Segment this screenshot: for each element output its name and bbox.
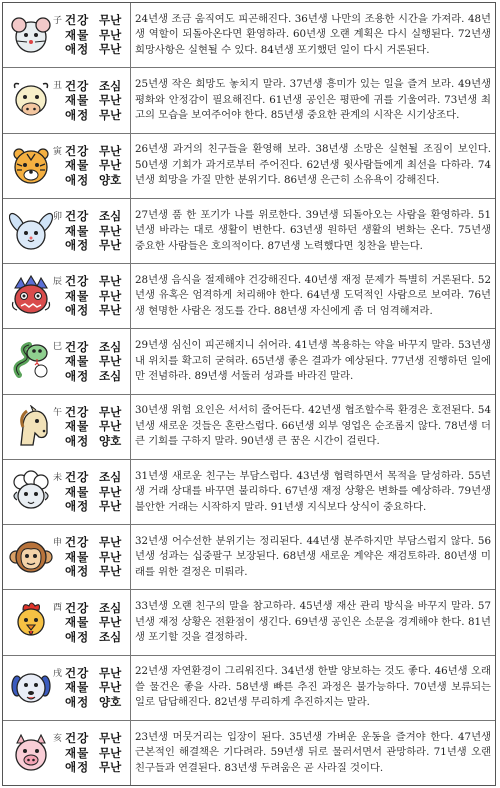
money-label: 재물 — [65, 93, 90, 108]
zodiac-hanja: 未 — [53, 472, 63, 483]
money-value: 무난 — [99, 223, 122, 238]
fortune-text-content: 22년생 자연환경이 그리워진다. 34년생 한발 양보하는 것도 좋다. 46년생 오래 쓸 물건은 좋을 사라. 58년생 빠른 추진 과정은 불가능하다. 70년생 보류되는 일로 답답해진다. 82년생 무리하게 추진하지는 말라. — [135, 665, 491, 709]
money-label: 재물 — [65, 745, 90, 760]
snake-icon — [9, 339, 53, 383]
money-value: 무난 — [99, 615, 122, 630]
health-value: 조심 — [99, 339, 122, 354]
fortune-ratings — [65, 405, 125, 449]
fortune-row-rabbit — [3, 199, 495, 264]
love-label: 애정 — [65, 760, 90, 775]
health-value: 무난 — [99, 731, 122, 746]
fortune-text — [131, 656, 495, 720]
love-value: 무난 — [99, 303, 122, 318]
rat-icon — [9, 13, 53, 57]
health-label: 건강 — [65, 535, 90, 550]
fortune-text — [131, 590, 495, 654]
fortune-row-monkey — [3, 525, 495, 590]
money-label: 재물 — [65, 27, 90, 42]
money-label: 재물 — [65, 158, 90, 173]
health-label: 건강 — [65, 404, 90, 419]
fortune-text-content: 26년생 과거의 친구들을 환영해 보라. 38년생 소망은 실현될 조짐이 보인다. 50년생 기회가 과거로부터 주어진다. 62년생 윗사람들에게 최선을 다하라. 74년생 희망을 가질 만한 분위기다. 86년생 은근히 소유욕이 강해진다. — [135, 143, 491, 187]
zodiac-cell — [3, 199, 131, 263]
money-value: 무난 — [99, 419, 122, 434]
love-label: 애정 — [65, 368, 90, 383]
health-label: 건강 — [65, 470, 90, 485]
money-value: 무난 — [99, 288, 122, 303]
fortune-text — [131, 68, 495, 132]
love-value: 무난 — [99, 760, 122, 775]
fortune-text-content: 33년생 오랜 친구의 말을 참고하라. 45년생 재산 관리 방식을 바꾸지 말라. 57년생 재정 상황은 전환점이 생긴다. 69년생 공인은 소문을 경계해야 한다. 81년생 포기할 것을 결정하라. — [135, 600, 491, 644]
zodiac-hanja: 申 — [53, 538, 63, 548]
love-label: 애정 — [65, 238, 90, 253]
fortune-ratings — [65, 470, 125, 514]
money-label: 재물 — [65, 615, 90, 630]
zodiac-hanja: 午 — [53, 407, 63, 418]
zodiac-cell — [3, 656, 131, 720]
fortune-text — [131, 721, 495, 785]
money-value: 무난 — [99, 27, 122, 42]
zodiac-cell — [3, 68, 131, 132]
money-value: 무난 — [99, 93, 122, 108]
health-label: 건강 — [65, 143, 90, 158]
fortune-text — [131, 329, 495, 393]
fortune-ratings — [65, 79, 125, 123]
health-label: 건강 — [65, 209, 90, 224]
fortune-row-rat — [3, 3, 495, 68]
zodiac-hanja: 戌 — [53, 668, 63, 679]
fortune-text-content: 31년생 새로운 친구는 부담스럽다. 43년생 협력하면서 목적을 달성하라. 55년생 거래 상대를 바꾸면 불리하다. 67년생 재정 상황은 변화를 예상하라. 79년생 불안한 거래는 시작하지 말라. 91년생 지식보다 상식이 중요하다. — [135, 469, 491, 513]
zodiac-cell — [3, 329, 131, 393]
zodiac-hanja: 亥 — [53, 733, 63, 744]
love-value: 조심 — [99, 629, 122, 644]
ox-icon — [9, 78, 53, 122]
fortune-text-content: 28년생 음식을 절제해야 건강해진다. 40년생 재정 문제가 특별히 거론된다. 52년생 유혹은 엄격하게 처리해야 한다. 64년생 도덕적인 사람으로 보여라. 76년생 현명한 사람은 정도를 간다. 88년생 자신에게 좀 더 엄격해져라. — [135, 273, 491, 317]
health-value: 무난 — [99, 404, 122, 419]
health-value: 무난 — [99, 535, 122, 550]
monkey-icon — [9, 535, 53, 579]
health-value: 무난 — [99, 13, 122, 28]
health-label: 건강 — [65, 78, 90, 93]
zodiac-hanja: 丑 — [53, 81, 63, 92]
money-label: 재물 — [65, 223, 90, 238]
zodiac-cell — [3, 721, 131, 785]
dog-icon — [9, 666, 53, 710]
love-value: 무난 — [99, 564, 122, 579]
money-label: 재물 — [65, 680, 90, 695]
fortune-text — [131, 134, 495, 198]
fortune-text-content: 23년생 머뭇거리는 입장이 된다. 35년생 가벼운 운동을 즐겨야 한다. 47년생 근본적인 해결책은 기다려라. 59년생 뒤로 물러서면서 관망하라. 71년생 오랜 친구들과 연결된다. 83년생 두려움은 곧 사라질 것이다. — [135, 730, 491, 774]
fortune-row-snake — [3, 329, 495, 394]
fortune-text-content: 30년생 위험 요인은 서서히 줄어든다. 42년생 협조할수록 환경은 호전된다. 54년생 새로운 것들은 혼란스럽다. 66년생 외부 영업은 순조롭지 않다. 78년생 더 큰 기회를 구하지 말라. 90년생 큰 꿈은 시간이 걸린다. — [135, 404, 491, 448]
sheep-icon — [9, 470, 53, 514]
zodiac-hanja: 辰 — [53, 277, 63, 287]
love-value: 무난 — [99, 238, 122, 253]
fortune-text-content: 32년생 어수선한 분위기는 정리된다. 44년생 분주하지만 부담스럽지 않다. 56년생 성과는 십중팔구 보장된다. 68년생 새로운 계약은 재검토하라. 80년생 미래를 위한 결정은 미뤄라. — [135, 534, 491, 578]
fortune-row-horse — [3, 395, 495, 460]
love-value: 무난 — [99, 499, 122, 514]
fortune-row-ox — [3, 68, 495, 133]
fortune-text-content: 29년생 심신이 피곤해지니 쉬어라. 41년생 복용하는 약을 바꾸지 말라. 53년생 내 위치를 확고히 굳혀라. 65년생 좋은 결과가 예상된다. 77년생 진행하던 일에만 전념하라. 89년생 서둘러 성과를 바라진 말라. — [135, 339, 491, 383]
health-value: 무난 — [99, 143, 122, 158]
fortune-text — [131, 199, 495, 263]
love-value: 무난 — [99, 42, 122, 57]
health-value: 조심 — [99, 470, 122, 485]
fortune-ratings — [65, 601, 125, 645]
love-label: 애정 — [65, 499, 90, 514]
fortune-row-rooster — [3, 590, 495, 655]
fortune-ratings — [65, 274, 125, 318]
fortune-row-pig — [3, 721, 495, 785]
love-label: 애정 — [65, 564, 90, 579]
money-value: 무난 — [99, 549, 122, 564]
tiger-icon — [9, 144, 53, 188]
money-label: 재물 — [65, 288, 90, 303]
fortune-ratings — [65, 144, 125, 188]
money-label: 재물 — [65, 484, 90, 499]
love-label: 애정 — [65, 694, 90, 709]
fortune-ratings — [65, 209, 125, 253]
zodiac-hanja: 卯 — [53, 211, 63, 222]
zodiac-hanja: 寅 — [53, 146, 63, 157]
money-value: 무난 — [99, 745, 122, 760]
fortune-text-content: 25년생 작은 희망도 놓치지 말라. 37년생 흥미가 있는 일을 즐겨 보라. 49년생 평화와 안정감이 필요해진다. 61년생 공인은 평판에 귀를 기울여라. 73년생 최고의 모습을 보여주어야 한다. 85년생 중요한 관계의 시작은 시기상조다. — [135, 78, 491, 122]
zodiac-cell — [3, 3, 131, 67]
money-label: 재물 — [65, 419, 90, 434]
rooster-icon — [9, 600, 53, 644]
rabbit-icon — [9, 209, 53, 253]
fortune-text — [131, 460, 495, 524]
zodiac-cell — [3, 525, 131, 589]
money-value: 무난 — [99, 484, 122, 499]
health-label: 건강 — [65, 339, 90, 354]
money-value: 무난 — [99, 158, 122, 173]
love-label: 애정 — [65, 629, 90, 644]
love-label: 애정 — [65, 107, 90, 122]
health-label: 건강 — [65, 13, 90, 28]
health-value: 무난 — [99, 274, 122, 289]
love-label: 애정 — [65, 42, 90, 57]
money-label: 재물 — [65, 549, 90, 564]
fortune-row-dog — [3, 656, 495, 721]
dragon-icon — [9, 274, 53, 318]
fortune-ratings — [65, 13, 125, 57]
health-label: 건강 — [65, 274, 90, 289]
love-value: 무난 — [99, 107, 122, 122]
love-value: 양호 — [99, 433, 122, 448]
fortune-text — [131, 3, 495, 67]
zodiac-cell — [3, 590, 131, 654]
zodiac-cell — [3, 264, 131, 328]
fortune-text-content: 24년생 조금 움직여도 피곤해진다. 36년생 나만의 조용한 시간을 가져라. 48년생 역할이 되돌아온다면 환영하라. 60년생 오랜 계획은 다시 실행된다. 72년생 희망사항은 실현될 수 있다. 84년생 포기했던 일이 다시 거론된다. — [135, 12, 491, 56]
fortune-row-tiger — [3, 134, 495, 199]
health-label: 건강 — [65, 665, 90, 680]
health-value: 조심 — [99, 600, 122, 615]
health-value: 무난 — [99, 665, 122, 680]
health-label: 건강 — [65, 731, 90, 746]
zodiac-cell — [3, 134, 131, 198]
health-value: 조심 — [99, 209, 122, 224]
love-label: 애정 — [65, 433, 90, 448]
love-value: 양호 — [99, 172, 122, 187]
money-value: 무난 — [99, 680, 122, 695]
health-label: 건강 — [65, 600, 90, 615]
money-value: 무난 — [99, 354, 122, 369]
fortune-text-content: 27년생 품 한 포기가 나를 위로한다. 39년생 되돌아오는 사람을 환영하라. 51년생 바라는 대로 생활이 변한다. 63년생 원하던 생활의 변화는 온다. 75년생 중요한 사람들은 호의적이다. 87년생 노력했다면 칭찬을 받는다. — [135, 208, 491, 252]
zodiac-cell — [3, 395, 131, 459]
zodiac-hanja: 子 — [53, 16, 63, 26]
love-label: 애정 — [65, 172, 90, 187]
fortune-row-dragon — [3, 264, 495, 329]
fortune-ratings — [65, 731, 125, 775]
pig-icon — [9, 731, 53, 775]
fortune-text — [131, 264, 495, 328]
fortune-ratings — [65, 666, 125, 710]
horse-icon — [9, 405, 53, 449]
fortune-text — [131, 525, 495, 589]
zodiac-cell — [3, 460, 131, 524]
fortune-text — [131, 395, 495, 459]
love-value: 조심 — [99, 368, 122, 383]
fortune-ratings — [65, 535, 125, 579]
love-label: 애정 — [65, 303, 90, 318]
zodiac-hanja: 巳 — [53, 342, 63, 353]
fortune-ratings — [65, 340, 125, 384]
fortune-row-sheep — [3, 460, 495, 525]
health-value: 조심 — [99, 78, 122, 93]
fortune-table — [2, 2, 496, 786]
zodiac-hanja: 酉 — [53, 603, 63, 614]
money-label: 재물 — [65, 354, 90, 369]
love-value: 양호 — [99, 694, 122, 709]
